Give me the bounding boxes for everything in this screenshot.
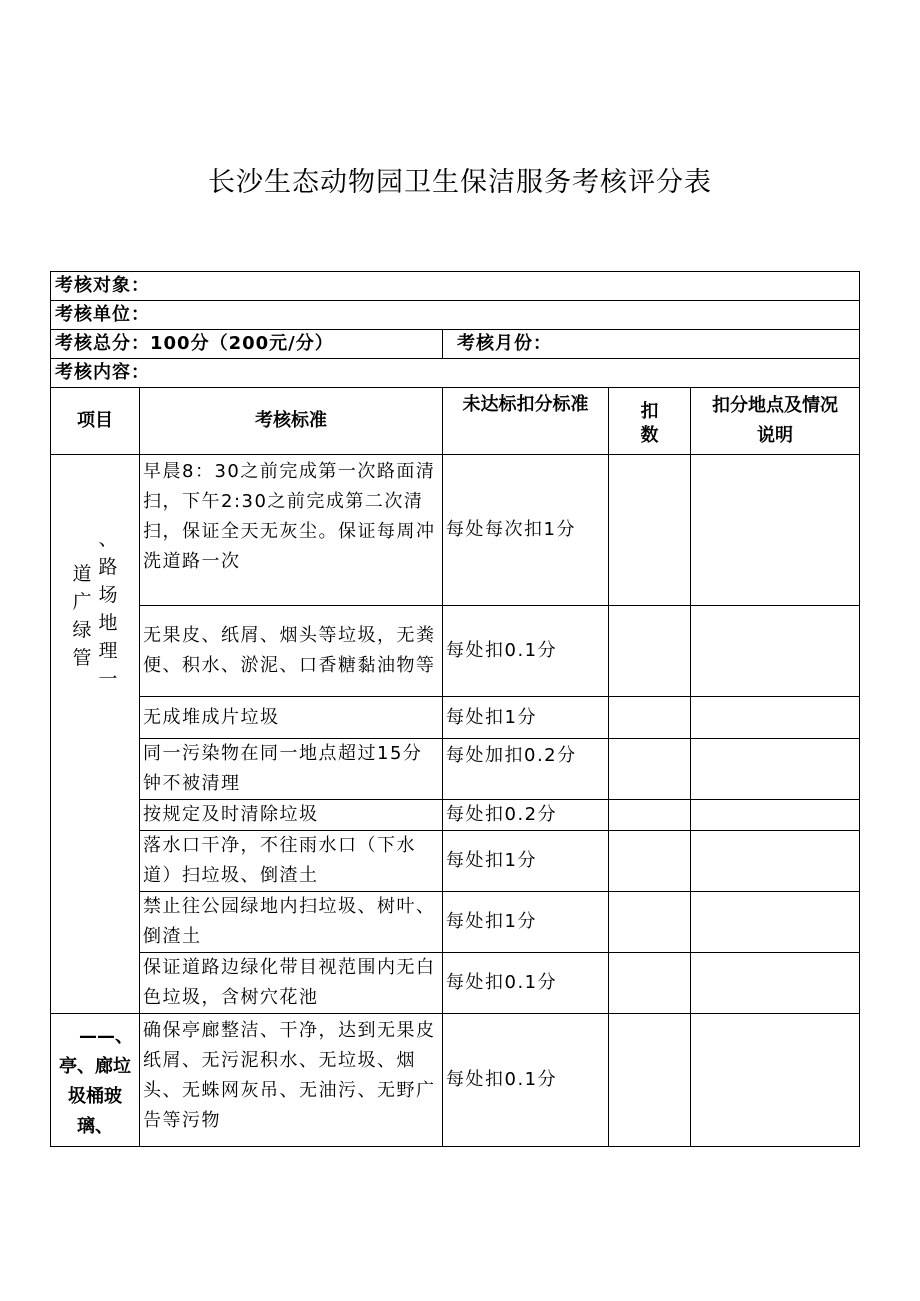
header-note-line2: 说明	[757, 425, 793, 446]
header-points-line2: 数	[640, 425, 659, 446]
header-points-line1: 扣	[640, 401, 659, 422]
row-deduct: 每处每次扣1分	[443, 455, 609, 606]
row-note-cell	[691, 953, 860, 1014]
page-title: 长沙生态动物园卫生保洁服务考核评分表	[208, 167, 712, 198]
table-row	[51, 892, 860, 953]
row-standard: 同一污染物在同一地点超过15分钟不被清理	[140, 739, 443, 800]
row-standard: 落水口干净，不往雨水口（下水道）扫垃圾、倒渣土	[140, 831, 443, 892]
table-row	[51, 800, 860, 831]
row-standard: 保证道路边绿化带目视范围内无白色垃圾，含树穴花池	[140, 953, 443, 1014]
row-deduct: 每处扣1分	[443, 892, 609, 953]
row-deduct: 每处扣1分	[443, 697, 609, 739]
row-deduct: 每处扣0.1分	[443, 1014, 609, 1147]
row-points-cell	[609, 606, 691, 697]
row-deduct: 每处加扣0.2分	[443, 739, 609, 800]
row-note-cell	[691, 831, 860, 892]
row-note-cell	[691, 739, 860, 800]
row-points-cell	[609, 455, 691, 606]
row-deduct: 每处扣1分	[443, 831, 609, 892]
section2-label-line: 亭、廊垃	[59, 1056, 131, 1077]
assessment-total: 考核总分：100分（200元/分）	[51, 330, 443, 359]
row-standard: 无果皮、纸屑、烟头等垃圾，无粪便、积水、淤泥、口香糖黏油物等	[140, 606, 443, 697]
section2-label	[51, 1014, 140, 1147]
section1-label-char: 、	[98, 528, 118, 550]
table-row	[51, 953, 860, 1014]
header-note	[691, 388, 860, 455]
section2-label-line: 圾桶玻	[68, 1086, 122, 1107]
section1-label-char: 广	[72, 591, 92, 613]
section1-label-char: 道	[72, 563, 92, 585]
header-row	[51, 388, 860, 455]
header-item: 项目	[51, 388, 140, 455]
section1-label-char: 绿	[72, 619, 92, 641]
row-note-cell	[691, 697, 860, 739]
header-deduct-standard: 未达标扣分标准	[443, 388, 609, 455]
section1-label-char: 管	[72, 647, 92, 669]
row-points-cell	[609, 1014, 691, 1147]
row-points-cell	[609, 739, 691, 800]
section2-label-line: ——、	[79, 1026, 133, 1047]
row-note-cell	[691, 892, 860, 953]
section2-label-line: 璃、	[77, 1116, 113, 1137]
row-standard: 早晨8：30之前完成第一次路面清扫，下午2:30之前完成第二次清扫，保证全天无灰尘。保证每周冲洗道路一次	[140, 455, 443, 606]
section1-label-char: 理	[98, 640, 118, 662]
row-points-cell	[609, 831, 691, 892]
assessment-unit: 考核单位：	[51, 301, 860, 330]
assessment-month: 考核月份：	[443, 330, 860, 359]
row-deduct: 每处扣0.2分	[443, 800, 609, 831]
row-points-cell	[609, 892, 691, 953]
assessment-table	[50, 271, 860, 1147]
row-deduct: 每处扣0.1分	[443, 606, 609, 697]
assessment-content: 考核内容：	[51, 359, 860, 388]
table-row	[51, 831, 860, 892]
table-row	[51, 739, 860, 800]
table-row	[51, 1014, 860, 1147]
header-note-line1: 扣分地点及情况	[712, 395, 838, 416]
row-note-cell	[691, 800, 860, 831]
row-deduct: 每处扣0.1分	[443, 953, 609, 1014]
row-standard: 禁止往公园绿地内扫垃圾、树叶、倒渣土	[140, 892, 443, 953]
section1-label-char: 场	[98, 584, 118, 606]
table-row	[51, 455, 860, 606]
section1-label	[51, 455, 140, 1014]
section1-label-char: 一	[98, 668, 118, 690]
row-note-cell	[691, 606, 860, 697]
header-points	[609, 388, 691, 455]
row-standard: 无成堆成片垃圾	[140, 697, 443, 739]
row-standard: 确保亭廊整洁、干净，达到无果皮纸屑、无污泥积水、无垃圾、烟头、无蛛网灰吊、无油污、无野广告等污物	[140, 1014, 443, 1147]
row-points-cell	[609, 800, 691, 831]
assessment-target: 考核对象：	[51, 272, 860, 301]
header-standard: 考核标准	[140, 388, 443, 455]
table-row	[51, 697, 860, 739]
row-points-cell	[609, 697, 691, 739]
section1-label-char: 地	[98, 612, 118, 634]
row-note-cell	[691, 455, 860, 606]
row-standard: 按规定及时清除垃圾	[140, 800, 443, 831]
table-row	[51, 606, 860, 697]
section1-label-char: 路	[98, 556, 118, 578]
row-points-cell	[609, 953, 691, 1014]
row-note-cell	[691, 1014, 860, 1147]
